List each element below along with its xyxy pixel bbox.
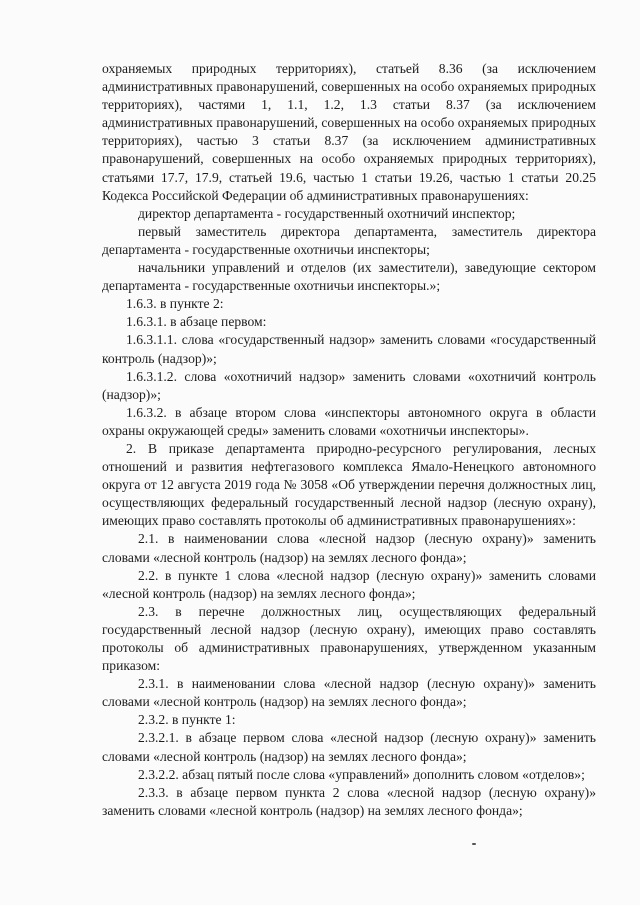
paragraph-2: 2. В приказе департамента природно-ресурсного регулирования, лесных отношений и развития нефтегазового комплекса Ямало-Ненецкого автономного округа от 12 августа 2019 года № 3058 «Об утверждении перечня должностных лиц, осуществляющих федеральный государственный лесной надзор (лесную охрану), имеющих право составлять протоколы об административных правонарушениях»: [102,440,596,529]
document-body [102,60,596,820]
paragraph-heads: начальники управлений и отделов (их заместители), заведующие сектором департамента - государственные охотничьи инспекторы.»; [102,260,596,294]
paragraph-2-3-2: 2.3.2. в пункте 1: [138,712,236,728]
paragraph-1-6-3-2: 1.6.3.2. в абзаце втором слова «инспекторы автономного округа в области охраны окружающей среды» заменить словами «охотничьи инспекторы». [102,404,596,438]
paragraph-1-6-3-1-2: 1.6.3.1.2. слова «охотничий надзор» заменить словами «охотничий контроль (надзор)»; [102,368,596,402]
paragraph-1-6-3: 1.6.3. в пункте 2: [126,296,224,312]
paragraph-1-6-3-1-1: 1.6.3.1.1. слова «государственный надзор» заменить словами «государственный контроль (надзор)»; [102,332,596,366]
paragraph-2-3-2-2: 2.3.2.2. абзац пятый после слова «управлений» дополнить словом «отделов»; [138,766,585,782]
paragraph-1-6-3-1: 1.6.3.1. в абзаце первом: [126,314,267,330]
paragraph-deputies: первый заместитель директора департамента, заместитель директора департамента - государственные охотничьи инспекторы; [102,223,596,257]
paragraph-2-3-2-1: 2.3.2.1. в абзаце первом слова «лесной надзор (лесную охрану)» заменить словами «лесной контроль (надзор) на землях лесного фонда»; [102,730,596,764]
paragraph-continuation: охраняемых природных территориях), статьей 8.36 (за исключением административных правонарушений, совершенных на особо охраняемых природных территориях), частями 1, 1.1, 1.2, 1.3 статьи 8.37 (за исключением административных правонарушений, совершенных на особо охраняемых природных территориях), частью 3 статьи 8.37 (за исключением административных правонарушений, совершенных на особо охраняемых природных территориях), статьями 17.7, 17.9, статьей 19.6, частью 1 статьи 19.26, частью 1 статьи 20.25 Кодекса Российской Федерации об административных правонарушениях: [102,61,596,203]
paragraph-2-3-1: 2.3.1. в наименовании слова «лесной надзор (лесную охрану)» заменить словами «лесной контроль (надзор) на землях лесного фонда»; [102,676,596,710]
paragraph-2-3-3: 2.3.3. в абзаце первом пункта 2 слова «лесной надзор (лесную охрану)» заменить словами «лесной контроль (надзор) на землях лесного фонда»; [102,784,596,818]
scan-speck [472,843,476,845]
paragraph-2-2: 2.2. в пункте 1 слова «лесной надзор (лесную охрану)» заменить словами «лесной контроль (надзор) на землях лесного фонда»; [102,567,596,601]
paragraph-2-1: 2.1. в наименовании слова «лесной надзор (лесную охрану)» заменить словами «лесной контроль (надзор) на землях лесного фонда»; [102,531,596,565]
paragraph-director: директор департамента - государственный охотничий инспектор; [138,205,516,221]
paragraph-2-3: 2.3. в перечне должностных лиц, осуществляющих федеральный государственный лесной надзор (лесную охрану), имеющих право составлять протоколы об административных правонарушениях, утвержденном указанным приказом: [102,603,596,674]
